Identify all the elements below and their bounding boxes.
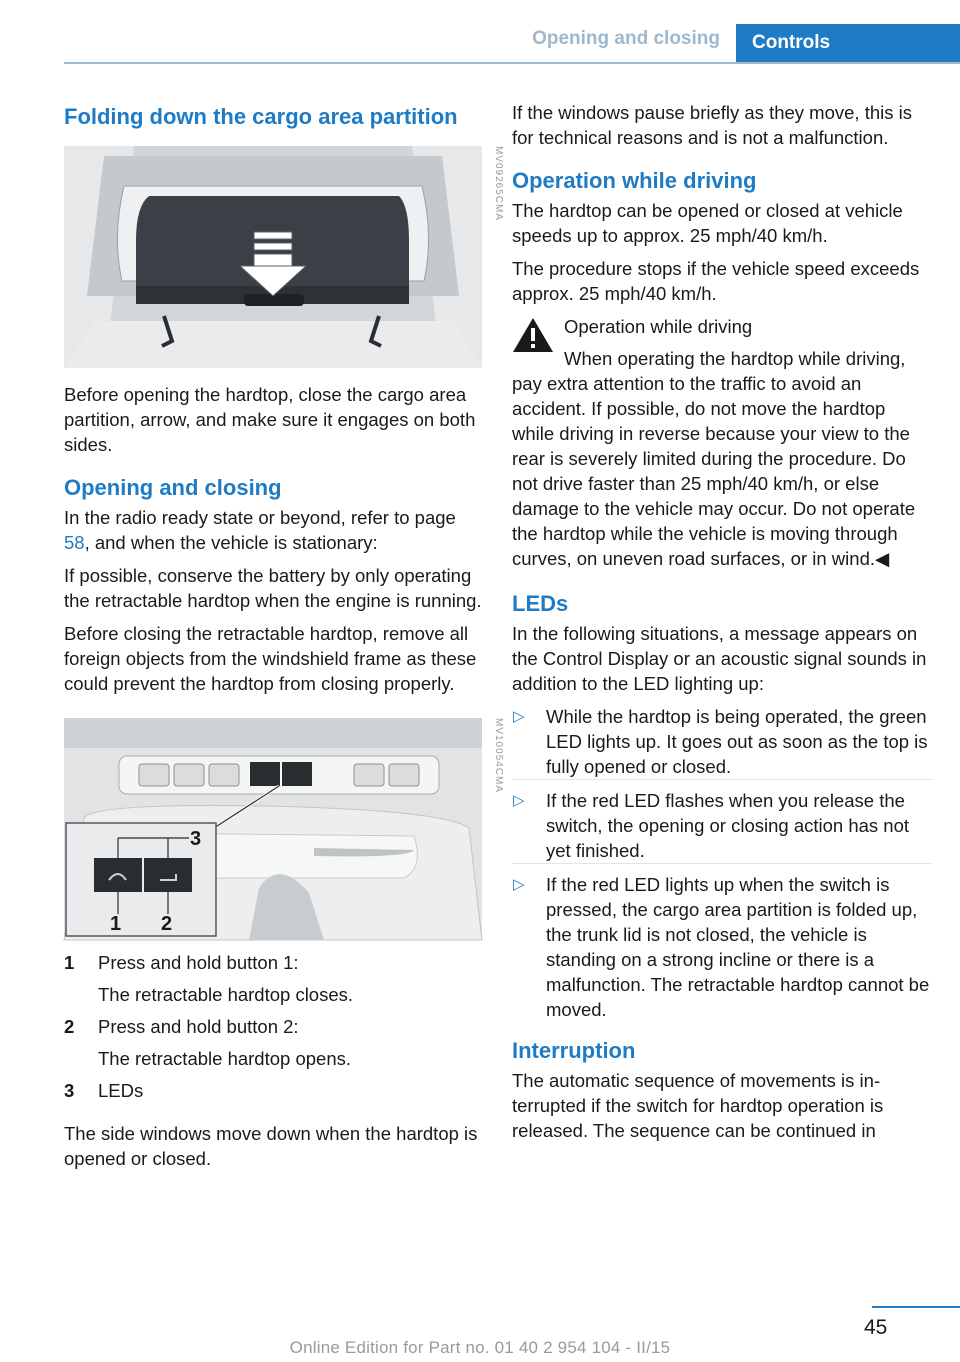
bullet-triangle-icon: ▷ xyxy=(513,708,525,725)
item-title: Press and hold button 1: xyxy=(98,952,299,973)
item-number: 2 xyxy=(64,1016,75,1037)
warning-text: When operating the hardtop while driving, pay extra attention to the traffic to avoid an accident. If possible, do not move the hardtop while driving in reverse because your view to the rear is severely limited during the procedure. Do not drive faster than 25 mph/40 km/h, or else damage to the vehicle may occur. Do not operate the hardtop while the vehicle is moving through curves, on uneven road surfaces, or in wind.◀ xyxy=(512,348,916,569)
page-number: 45 xyxy=(864,1316,888,1339)
paragraph: The procedure stops if the vehicle speed exceeds approx. 25 mph/40 km/h. xyxy=(512,258,920,304)
numbered-list xyxy=(64,950,482,1103)
item-detail: The retractable hardtop closes. xyxy=(98,984,354,1005)
list-item xyxy=(64,1078,482,1103)
left-column xyxy=(64,100,504,1179)
cargo-partition-illustration xyxy=(64,146,482,368)
heading-interruption: Interruption xyxy=(512,1038,636,1063)
item-detail: The retractable hardtop opens. xyxy=(98,1048,351,1069)
footer-rule xyxy=(872,1306,960,1308)
figure-code: MV09265CMA xyxy=(493,146,504,222)
bullet-triangle-icon: ▷ xyxy=(513,792,525,809)
callout-2: 2 xyxy=(161,913,173,935)
figure-code: MV10054CMA xyxy=(493,718,504,794)
right-column xyxy=(512,100,932,1151)
list-item xyxy=(512,704,932,780)
text-run: In the radio ready state or beyond, refer to page xyxy=(64,507,456,528)
item-number: 1 xyxy=(64,952,75,973)
list-item xyxy=(64,1014,482,1071)
bullet-text: If the red LED lights up when the switch is pressed, the cargo area partition is folded up, the trunk lid is not closed, the vehicle is standing on a strong incline or there is a malfunction. The retractable hardtop cannot be moved. xyxy=(546,874,930,1020)
paragraph: In the following situations, a message appears on the Control Display or an acoustic signal sounds in addition to the LED lighting up: xyxy=(512,623,927,694)
paragraph: The hardtop can be opened or closed at vehicle speeds up to approx. 25 mph/40 km/h. xyxy=(512,200,903,246)
header-rule xyxy=(64,62,960,64)
list-item xyxy=(512,788,932,864)
item-number: 3 xyxy=(64,1080,75,1101)
figure-hardtop-switch xyxy=(64,718,504,940)
paragraph xyxy=(64,505,482,555)
paragraph: The automatic sequence of movements is interrupted if the switch for hardtop operation is released. The sequence can be continued in xyxy=(512,1070,884,1141)
paragraph: If the windows pause briefly as they move, this is for technical reasons and is not a malfunction. xyxy=(512,102,912,148)
item-title: LEDs xyxy=(98,1080,144,1101)
bullet-text: While the hardtop is being operated, the green LED lights up. It goes out as soon as the top is fully opened or closed. xyxy=(546,706,928,777)
page-header xyxy=(0,0,960,64)
heading-opening-closing: Opening and closing xyxy=(64,475,282,500)
figure-cargo-partition xyxy=(64,146,504,368)
heading-operation-driving: Operation while driving xyxy=(512,168,757,193)
bullet-list xyxy=(512,704,932,1022)
list-item xyxy=(512,872,932,1022)
list-item xyxy=(64,950,482,1007)
hardtop-switch-illustration xyxy=(64,718,482,940)
callout-3: 3 xyxy=(190,828,202,850)
header-chapter-tab[interactable]: Controls xyxy=(736,24,960,62)
warning-box xyxy=(512,314,932,571)
paragraph: Before opening the hardtop, close the cargo area partition, arrow, and make sure it engages on both sides. xyxy=(64,384,476,455)
footer-edition-text: Online Edition for Part no. 01 40 2 954 104 - II/15 xyxy=(289,1338,671,1357)
header-section-title: Opening and closing xyxy=(532,28,720,49)
text-run: , and when the vehicle is stationary: xyxy=(84,532,378,553)
callout-1: 1 xyxy=(110,913,122,935)
heading-leds: LEDs xyxy=(512,591,569,616)
warning-triangle-icon xyxy=(512,316,554,354)
warning-title: Operation while driving xyxy=(564,316,753,337)
paragraph: If possible, conserve the battery by only operating the retractable hardtop when the engine is running. xyxy=(64,565,482,611)
bullet-text: If the red LED flashes when you release the switch, the opening or closing action has not yet finished. xyxy=(546,790,910,861)
bullet-triangle-icon: ▷ xyxy=(513,876,525,893)
heading-folding-partition: Folding down the cargo area partition xyxy=(64,104,458,129)
item-title: Press and hold button 2: xyxy=(98,1016,299,1037)
paragraph: Before closing the retractable hardtop, remove all foreign objects from the windshield frame as these could prevent the hardtop from closing properly. xyxy=(64,623,477,694)
page-link[interactable]: 58 xyxy=(64,532,85,553)
paragraph: The side windows move down when the hardtop is opened or closed. xyxy=(64,1123,478,1169)
